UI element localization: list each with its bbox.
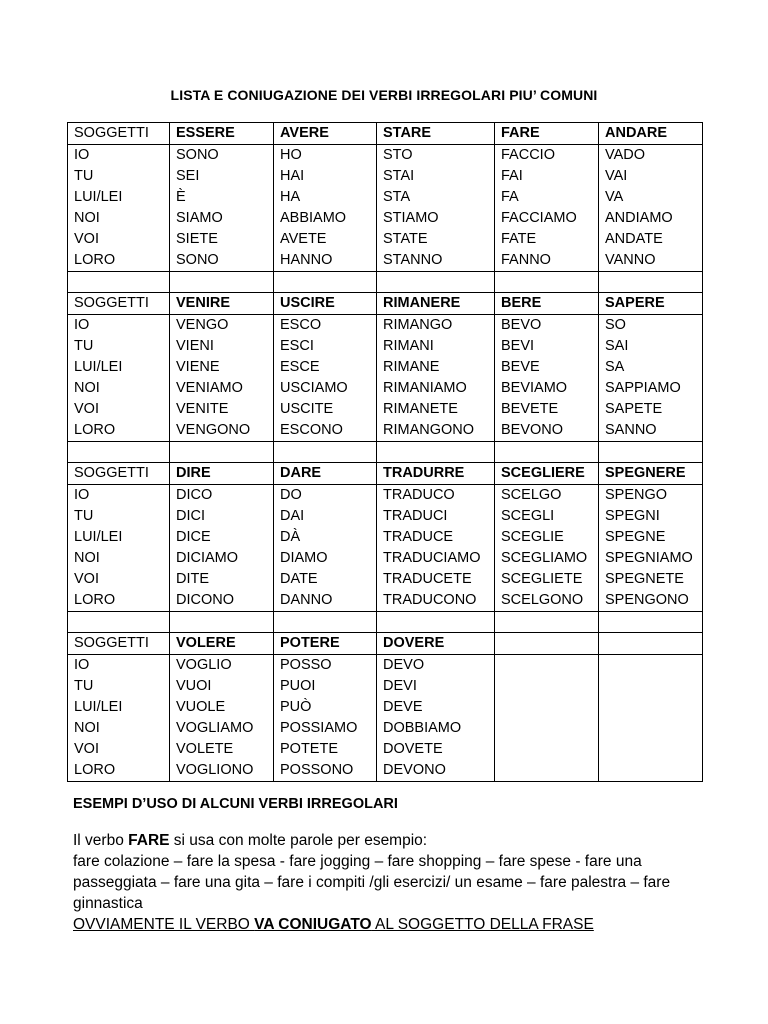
- verb-form-cell: DEVI: [377, 676, 495, 697]
- verb-form-cell: FACCIAMO: [495, 208, 599, 229]
- subject-cell: NOI: [68, 548, 170, 569]
- verb-form-cell: SIETE: [170, 229, 274, 250]
- verb-form-cell: DOVETE: [377, 739, 495, 760]
- verb-form-cell: ANDIAMO: [599, 208, 703, 229]
- verb-form-cell: BEVIAMO: [495, 378, 599, 399]
- verb-form-cell: AVETE: [274, 229, 377, 250]
- fare-examples: fare colazione – fare la spesa - fare jogging – fare shopping – fare spese - fare una passeggiata – fare una gita – fare i compiti /gli esercizi/ un esame – fare palestra – fare ginnastica: [73, 853, 671, 912]
- verb-form-cell: È: [170, 187, 274, 208]
- table-row: [68, 569, 703, 590]
- table-header-row: [68, 123, 703, 145]
- table-row: [68, 229, 703, 250]
- verb-form-cell: RIMANIAMO: [377, 378, 495, 399]
- table-row: [68, 739, 703, 760]
- verb-header-cell: AVERE: [274, 123, 377, 145]
- verb-form-cell: SCEGLIETE: [495, 569, 599, 590]
- spacer-cell: [274, 272, 377, 293]
- table-row: [68, 315, 703, 337]
- spacer-cell: [170, 442, 274, 463]
- subject-cell: NOI: [68, 718, 170, 739]
- verb-form-cell: PUOI: [274, 676, 377, 697]
- table-header-row: [68, 633, 703, 655]
- verb-form-cell: SCEGLIE: [495, 527, 599, 548]
- verb-form-cell: POSSO: [274, 655, 377, 677]
- verb-form-cell: BEVONO: [495, 420, 599, 442]
- verb-form-cell: TRADUCETE: [377, 569, 495, 590]
- verb-form-cell: SPEGNI: [599, 506, 703, 527]
- verb-header-cell: ANDARE: [599, 123, 703, 145]
- table-row: [68, 506, 703, 527]
- verb-form-cell: VOGLIO: [170, 655, 274, 677]
- subject-cell: VOI: [68, 739, 170, 760]
- verb-form-cell: VUOI: [170, 676, 274, 697]
- subject-cell: VOI: [68, 229, 170, 250]
- spacer-cell: [170, 272, 274, 293]
- verb-header-cell: ESSERE: [170, 123, 274, 145]
- table-row: [68, 697, 703, 718]
- verb-form-cell: FANNO: [495, 250, 599, 272]
- verb-form-cell: DICIAMO: [170, 548, 274, 569]
- verb-form-cell: SIAMO: [170, 208, 274, 229]
- verb-form-cell: ANDATE: [599, 229, 703, 250]
- verb-form-cell: [599, 655, 703, 677]
- verb-header-cell: DOVERE: [377, 633, 495, 655]
- subject-cell: LORO: [68, 760, 170, 782]
- verb-form-cell: DICE: [170, 527, 274, 548]
- verb-form-cell: ABBIAMO: [274, 208, 377, 229]
- table-spacer-row: [68, 442, 703, 463]
- verb-form-cell: [495, 760, 599, 782]
- spacer-cell: [377, 612, 495, 633]
- verb-header-cell: [599, 633, 703, 655]
- verb-form-cell: SEI: [170, 166, 274, 187]
- verb-form-cell: FA: [495, 187, 599, 208]
- verb-form-cell: [599, 718, 703, 739]
- spacer-cell: [495, 442, 599, 463]
- conjugation-table: [67, 122, 703, 782]
- conjugation-table-body: [68, 123, 703, 782]
- verb-form-cell: STO: [377, 145, 495, 167]
- subject-cell: LUI/LEI: [68, 697, 170, 718]
- spacer-cell: [274, 442, 377, 463]
- table-row: [68, 420, 703, 442]
- table-row: [68, 357, 703, 378]
- verb-form-cell: POTETE: [274, 739, 377, 760]
- verb-form-cell: [495, 676, 599, 697]
- verb-form-cell: VOGLIAMO: [170, 718, 274, 739]
- spacer-cell: [170, 612, 274, 633]
- verb-form-cell: SONO: [170, 145, 274, 167]
- subject-cell: LUI/LEI: [68, 357, 170, 378]
- subjects-header-cell: SOGGETTI: [68, 633, 170, 655]
- table-header-row: [68, 293, 703, 315]
- verb-header-cell: VOLERE: [170, 633, 274, 655]
- verb-form-cell: VA: [599, 187, 703, 208]
- verb-form-cell: [495, 655, 599, 677]
- fare-verb: FARE: [128, 832, 170, 849]
- spacer-cell: [599, 442, 703, 463]
- verb-form-cell: SAPETE: [599, 399, 703, 420]
- fare-intro-suffix: si usa con molte parole per esempio:: [169, 832, 428, 849]
- verb-form-cell: SPEGNE: [599, 527, 703, 548]
- verb-header-cell: [495, 633, 599, 655]
- verb-form-cell: STA: [377, 187, 495, 208]
- table-row: [68, 208, 703, 229]
- verb-header-cell: POTERE: [274, 633, 377, 655]
- verb-form-cell: POSSIAMO: [274, 718, 377, 739]
- subject-cell: IO: [68, 315, 170, 337]
- verb-form-cell: DEVONO: [377, 760, 495, 782]
- verb-form-cell: SPEGNIAMO: [599, 548, 703, 569]
- verb-form-cell: VUOLE: [170, 697, 274, 718]
- verb-form-cell: BEVO: [495, 315, 599, 337]
- verb-form-cell: SPENGO: [599, 485, 703, 507]
- conjugation-note: [73, 914, 713, 935]
- subject-cell: NOI: [68, 378, 170, 399]
- fare-intro-prefix: Il verbo: [73, 832, 129, 849]
- subject-cell: TU: [68, 506, 170, 527]
- verb-form-cell: [599, 697, 703, 718]
- verb-form-cell: HANNO: [274, 250, 377, 272]
- verb-form-cell: FACCIO: [495, 145, 599, 167]
- verb-form-cell: DATE: [274, 569, 377, 590]
- verb-header-cell: BERE: [495, 293, 599, 315]
- verb-form-cell: [599, 760, 703, 782]
- verb-form-cell: DICO: [170, 485, 274, 507]
- subjects-header-cell: SOGGETTI: [68, 463, 170, 485]
- spacer-cell: [599, 612, 703, 633]
- verb-form-cell: SCELGONO: [495, 590, 599, 612]
- verb-form-cell: TRADUCO: [377, 485, 495, 507]
- verb-form-cell: SONO: [170, 250, 274, 272]
- subject-cell: IO: [68, 655, 170, 677]
- verb-form-cell: SA: [599, 357, 703, 378]
- verb-form-cell: DOBBIAMO: [377, 718, 495, 739]
- verb-form-cell: VOLETE: [170, 739, 274, 760]
- verb-form-cell: PUÒ: [274, 697, 377, 718]
- table-row: [68, 548, 703, 569]
- verb-header-cell: SAPERE: [599, 293, 703, 315]
- verb-form-cell: DIAMO: [274, 548, 377, 569]
- fare-intro: [73, 830, 713, 851]
- verb-form-cell: VIENE: [170, 357, 274, 378]
- note-suffix: AL SOGGETTO DELLA FRASE: [371, 916, 594, 933]
- verb-form-cell: VANNO: [599, 250, 703, 272]
- verb-form-cell: [495, 718, 599, 739]
- spacer-cell: [274, 612, 377, 633]
- verb-form-cell: SCEGLIAMO: [495, 548, 599, 569]
- verb-form-cell: USCIAMO: [274, 378, 377, 399]
- subjects-header-cell: SOGGETTI: [68, 293, 170, 315]
- verb-form-cell: VENGO: [170, 315, 274, 337]
- table-row: [68, 378, 703, 399]
- verb-form-cell: RIMANE: [377, 357, 495, 378]
- verb-form-cell: DICONO: [170, 590, 274, 612]
- verb-header-cell: SCEGLIERE: [495, 463, 599, 485]
- verb-form-cell: STATE: [377, 229, 495, 250]
- verb-form-cell: [599, 739, 703, 760]
- verb-form-cell: VOGLIONO: [170, 760, 274, 782]
- subject-cell: LUI/LEI: [68, 527, 170, 548]
- verb-header-cell: STARE: [377, 123, 495, 145]
- table-row: [68, 655, 703, 677]
- verb-header-cell: TRADURRE: [377, 463, 495, 485]
- verb-header-cell: VENIRE: [170, 293, 274, 315]
- table-row: [68, 250, 703, 272]
- subject-cell: TU: [68, 166, 170, 187]
- verb-form-cell: BEVETE: [495, 399, 599, 420]
- verb-header-cell: DIRE: [170, 463, 274, 485]
- subject-cell: VOI: [68, 399, 170, 420]
- table-spacer-row: [68, 272, 703, 293]
- verb-form-cell: STIAMO: [377, 208, 495, 229]
- table-row: [68, 760, 703, 782]
- verb-form-cell: DAI: [274, 506, 377, 527]
- verb-form-cell: VENGONO: [170, 420, 274, 442]
- examples-heading: ESEMPI D’USO DI ALCUNI VERBI IRREGOLARI: [73, 796, 398, 812]
- verb-form-cell: FATE: [495, 229, 599, 250]
- table-row: [68, 676, 703, 697]
- spacer-cell: [495, 612, 599, 633]
- verb-form-cell: DEVO: [377, 655, 495, 677]
- verb-form-cell: HO: [274, 145, 377, 167]
- subject-cell: TU: [68, 676, 170, 697]
- verb-form-cell: SCEGLI: [495, 506, 599, 527]
- verb-form-cell: SCELGO: [495, 485, 599, 507]
- verb-form-cell: SPENGONO: [599, 590, 703, 612]
- subject-cell: LUI/LEI: [68, 187, 170, 208]
- spacer-cell: [377, 272, 495, 293]
- spacer-cell: [68, 612, 170, 633]
- table-row: [68, 718, 703, 739]
- table-header-row: [68, 463, 703, 485]
- spacer-cell: [495, 272, 599, 293]
- table-row: [68, 166, 703, 187]
- table-row: [68, 145, 703, 167]
- subjects-header-cell: SOGGETTI: [68, 123, 170, 145]
- verb-form-cell: STANNO: [377, 250, 495, 272]
- verb-header-cell: FARE: [495, 123, 599, 145]
- verb-header-cell: SPEGNERE: [599, 463, 703, 485]
- verb-form-cell: SAI: [599, 336, 703, 357]
- table-spacer-row: [68, 612, 703, 633]
- verb-form-cell: SAPPIAMO: [599, 378, 703, 399]
- verb-form-cell: ESCI: [274, 336, 377, 357]
- verb-form-cell: [495, 697, 599, 718]
- verb-form-cell: RIMANGONO: [377, 420, 495, 442]
- spacer-cell: [68, 442, 170, 463]
- verb-form-cell: RIMANGO: [377, 315, 495, 337]
- verb-form-cell: SPEGNETE: [599, 569, 703, 590]
- verb-form-cell: TRADUCIAMO: [377, 548, 495, 569]
- verb-form-cell: POSSONO: [274, 760, 377, 782]
- verb-form-cell: SO: [599, 315, 703, 337]
- verb-form-cell: USCITE: [274, 399, 377, 420]
- spacer-cell: [68, 272, 170, 293]
- spacer-cell: [599, 272, 703, 293]
- verb-form-cell: STAI: [377, 166, 495, 187]
- verb-form-cell: DITE: [170, 569, 274, 590]
- verb-form-cell: VAI: [599, 166, 703, 187]
- table-row: [68, 527, 703, 548]
- table-row: [68, 590, 703, 612]
- verb-form-cell: VENITE: [170, 399, 274, 420]
- subject-cell: NOI: [68, 208, 170, 229]
- verb-form-cell: BEVE: [495, 357, 599, 378]
- verb-form-cell: DICI: [170, 506, 274, 527]
- verb-form-cell: TRADUCONO: [377, 590, 495, 612]
- verb-form-cell: ESCONO: [274, 420, 377, 442]
- verb-form-cell: RIMANETE: [377, 399, 495, 420]
- verb-header-cell: DARE: [274, 463, 377, 485]
- subject-cell: IO: [68, 145, 170, 167]
- note-bold: VA CONIUGATO: [254, 916, 372, 933]
- verb-form-cell: [495, 739, 599, 760]
- verb-form-cell: HA: [274, 187, 377, 208]
- verb-form-cell: [599, 676, 703, 697]
- verb-form-cell: ESCO: [274, 315, 377, 337]
- verb-form-cell: VENIAMO: [170, 378, 274, 399]
- verb-form-cell: VADO: [599, 145, 703, 167]
- verb-form-cell: SANNO: [599, 420, 703, 442]
- table-row: [68, 336, 703, 357]
- verb-header-cell: USCIRE: [274, 293, 377, 315]
- table-row: [68, 187, 703, 208]
- verb-form-cell: DÀ: [274, 527, 377, 548]
- verb-form-cell: HAI: [274, 166, 377, 187]
- table-row: [68, 485, 703, 507]
- verb-form-cell: ESCE: [274, 357, 377, 378]
- subject-cell: LORO: [68, 590, 170, 612]
- verb-form-cell: TRADUCE: [377, 527, 495, 548]
- spacer-cell: [377, 442, 495, 463]
- subject-cell: LORO: [68, 250, 170, 272]
- verb-form-cell: DO: [274, 485, 377, 507]
- verb-form-cell: DANNO: [274, 590, 377, 612]
- subject-cell: LORO: [68, 420, 170, 442]
- verb-form-cell: FAI: [495, 166, 599, 187]
- subject-cell: TU: [68, 336, 170, 357]
- verb-form-cell: TRADUCI: [377, 506, 495, 527]
- verb-form-cell: BEVI: [495, 336, 599, 357]
- note-prefix: OVVIAMENTE IL VERBO: [73, 916, 255, 933]
- verb-header-cell: RIMANERE: [377, 293, 495, 315]
- page-title: LISTA E CONIUGAZIONE DEI VERBI IRREGOLARI PIU’ COMUNI: [170, 87, 598, 103]
- verb-form-cell: DEVE: [377, 697, 495, 718]
- examples-section: [73, 796, 713, 935]
- table-row: [68, 399, 703, 420]
- verb-form-cell: VIENI: [170, 336, 274, 357]
- subject-cell: VOI: [68, 569, 170, 590]
- subject-cell: IO: [68, 485, 170, 507]
- verb-form-cell: RIMANI: [377, 336, 495, 357]
